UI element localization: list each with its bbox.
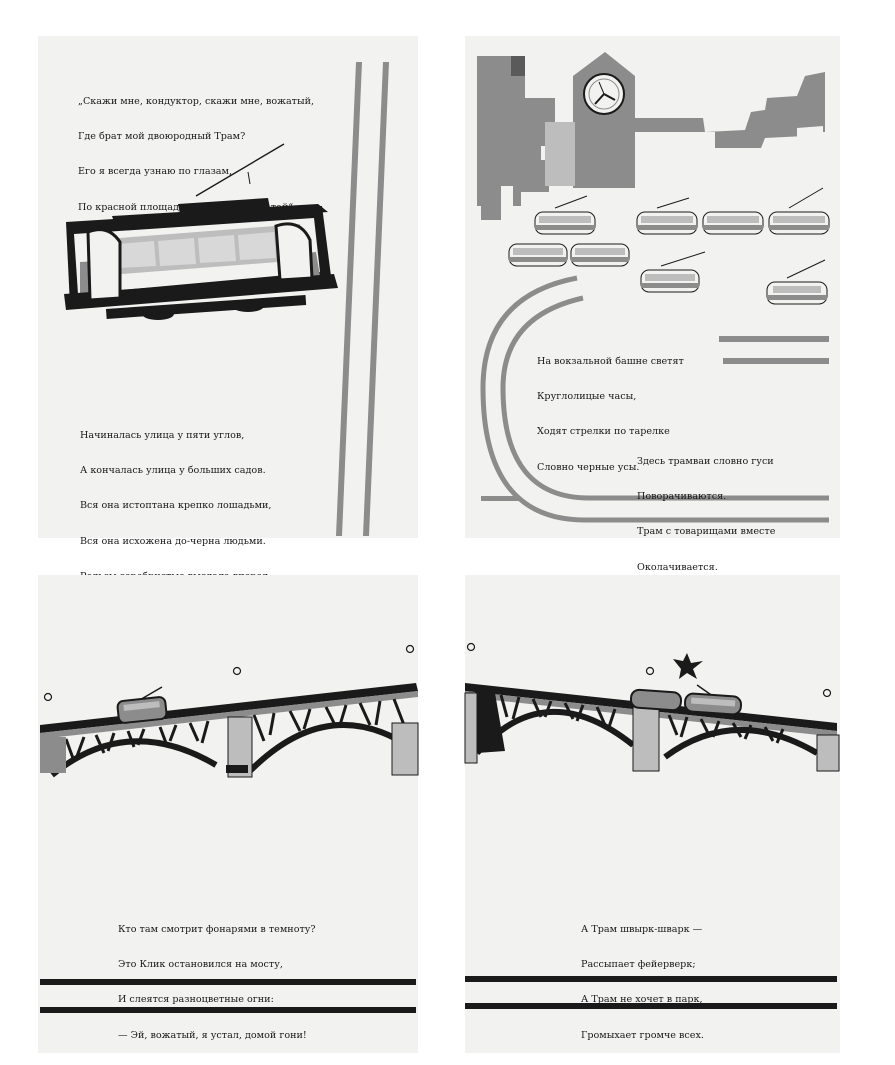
verse-line: Громыхает громче всех. <box>581 1029 704 1041</box>
tram-group <box>509 188 829 304</box>
verse-line: — Эй, вожатый, я устал, домой гони! <box>118 1029 307 1041</box>
lamp-icon <box>468 644 475 651</box>
verse-line: А кончалась улица у больших садов. <box>80 464 266 476</box>
verse-line: По красной площадке и спинке горбатой“. <box>78 201 297 213</box>
lamp-icon <box>234 668 241 675</box>
tram-klik <box>117 687 167 723</box>
verse-line: Ходят стрелки по тарелке <box>537 426 670 438</box>
verse-line: На вокзальной башне светят <box>537 355 684 367</box>
verse <box>118 900 316 1065</box>
lamp-icon <box>647 668 654 675</box>
verse-line: А Трам швырк-шварк — <box>581 923 703 935</box>
verse-line: Это Клик остановился на мосту, <box>118 958 283 970</box>
verse-line: „Скажи мне, кондуктор, скажи мне, вожатый, <box>78 95 315 107</box>
verse-line: Здесь трамваи словно гуси <box>637 455 774 467</box>
verse-line: И слеятся разноцветные огни: <box>118 994 274 1006</box>
rail-right <box>363 62 389 536</box>
verse-line: Рассыпает фейерверк; <box>581 958 696 970</box>
page-bottom-right <box>465 575 840 1053</box>
page-top-right <box>465 36 840 573</box>
lamp-icon <box>45 694 52 701</box>
verse-line: Словно черные усы. <box>537 461 640 473</box>
verse-bottom <box>637 432 775 597</box>
page-bottom-left <box>38 575 418 1053</box>
verse-line: Трам с товарищами вместе <box>637 526 776 538</box>
skyline-right <box>635 72 825 148</box>
clock-tower <box>545 52 635 188</box>
verse-line: Вся она истоптана крепко лошадьми, <box>80 500 272 512</box>
verse-line: Вся она исхожена до-черна людьми. <box>80 535 266 547</box>
verse-line: Поворачиваются. <box>637 490 727 502</box>
rail-left <box>336 62 362 536</box>
lamp-icon <box>407 646 414 653</box>
verse-line: Где брат мой двоюродный Трам? <box>78 130 246 142</box>
verse <box>581 900 704 1065</box>
skyline-left <box>477 56 555 220</box>
verse-line: Начиналась улица у пяти углов, <box>80 429 245 441</box>
lamp-icon <box>824 690 831 697</box>
verse-line: Околачивается. <box>637 561 718 573</box>
verse-line: Кто там смотрит фонарями в темноту? <box>118 923 316 935</box>
verse-line: Круглолицые часы, <box>537 390 637 402</box>
page-top-left <box>38 36 418 547</box>
verse-line: А Трам не хочет в парк, <box>581 994 703 1006</box>
firework-spark-icon <box>673 653 703 679</box>
verse-top <box>78 72 314 237</box>
verse-line: Его я всегда узнаю по глазам, <box>78 166 233 178</box>
